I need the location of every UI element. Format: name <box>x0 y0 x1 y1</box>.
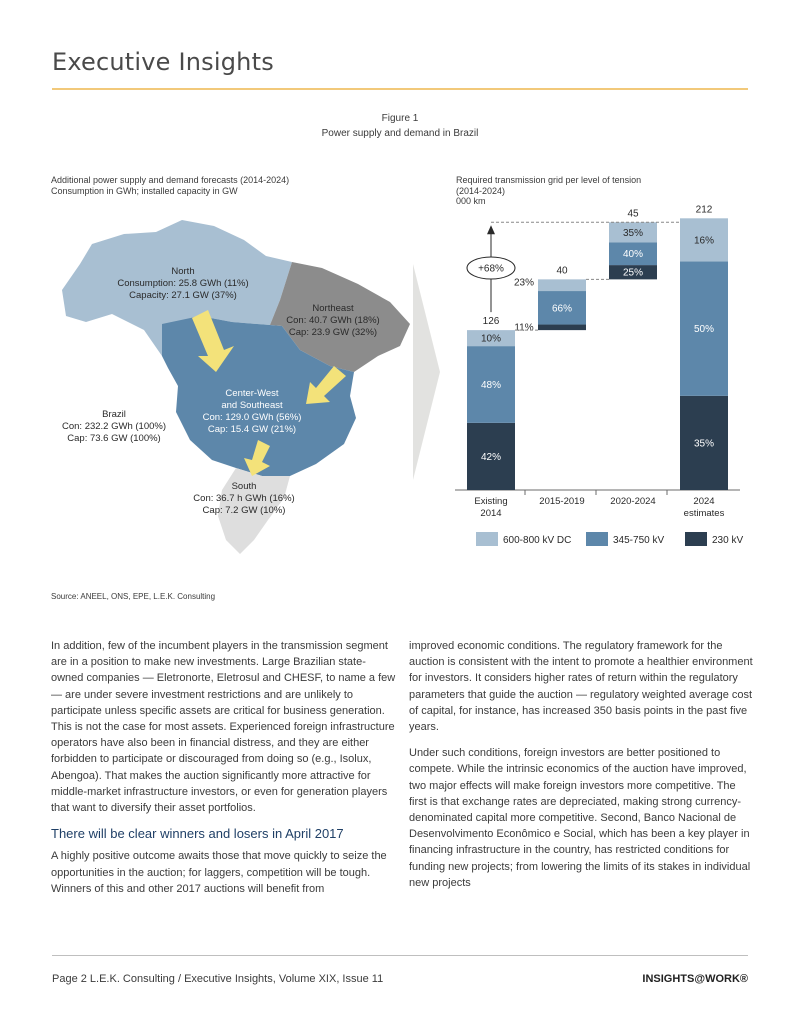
north-consumption: Consumption: 25.8 GWh (11%) <box>117 278 249 289</box>
bar-total-label: 126 <box>482 316 500 328</box>
growth-arrow-head <box>487 225 495 234</box>
bar-total-label: 212 <box>695 204 713 216</box>
category-label: 2014 <box>480 508 502 519</box>
category-label: 2015-2019 <box>539 496 585 507</box>
north-capacity: Capacity: 27.1 GW (37%) <box>129 290 237 301</box>
chart-title-line1: Required transmission grid per level of tension <box>456 175 642 185</box>
brazil-consumption: Con: 232.2 GWh (100%) <box>61 421 167 432</box>
category-label: Existing <box>474 496 508 507</box>
bar-total-label: 45 <box>627 208 639 220</box>
northeast-capacity: Cap: 23.9 GW (32%) <box>288 327 378 338</box>
bar-segment-230-kv <box>538 325 586 331</box>
chart-title-line2: (2014-2024) <box>456 185 506 196</box>
bar-segment-label: 50% <box>693 324 715 336</box>
legend-swatch <box>476 532 498 546</box>
bar-total-label: 40 <box>556 265 568 277</box>
bar-segment-label: 35% <box>693 438 715 450</box>
figure-number: Figure 1 <box>381 113 419 124</box>
footer-page-info: Page 2 L.E.K. Consulting / Executive Insights, Volume XIX, Issue 11 <box>52 973 384 985</box>
bar-segment-label: 11% <box>514 322 534 334</box>
north-label: North <box>171 266 195 277</box>
body-paragraph: Under such conditions, foreign investors are better positioned to compete. While the intrinsic economics of the auction have improved, two major effects will make foreign investors more competitive. The first is that exchange rates are depreciated, making strong currency-denominated capital more competitive. Second, Banco Nacional de Desenvolvimento Econômico e Social, which has been a key player in financing infrastructure in the country, has restricted conditions for funding new projects; from lowering the limits of its stakes in individual new projects <box>409 747 751 889</box>
chart-unit: 000 km <box>456 196 486 206</box>
body-right-column <box>409 638 754 901</box>
bar-segment-label: 16% <box>693 235 715 247</box>
figure-caption: Power supply and demand in Brazil <box>321 128 479 139</box>
body-paragraph: In addition, few of the incumbent players in the transmission segment are in a position to make new investments. Large Brazilian state-owned companies — Eletronorte, Eletrosul and CHESF, to name a few — are under severe investment restrictions and are unlikely to participate unless specific assets are critical for business generation. This is not the case for most assets. Experienced foreign infrastructure operators have also been in financial distress, and they are either forbidden to participate or discouraged from doing so (e.g., Isolux, Abengoa). That makes the auction significantly more attractive for middle-market infrastructure investors, or even for generation players that want to diversify their asset portfolios. <box>51 640 396 815</box>
centerwest-capacity: Cap: 15.4 GW (21%) <box>207 424 297 435</box>
bar-segment-label: 42% <box>480 451 502 463</box>
map-heading-line2: Consumption in GWh; installed capacity in GW <box>51 185 238 196</box>
category-label: estimates <box>683 508 725 519</box>
figure-source: Source: ANEEL, ONS, EPE, L.E.K. Consulting <box>51 592 216 601</box>
centerwest-label-2: and Southeast <box>221 400 283 411</box>
legend-label: 230 kV <box>712 535 744 546</box>
body-left-column <box>51 638 396 907</box>
category-label: 2024 <box>693 496 715 507</box>
legend-swatch <box>586 532 608 546</box>
bar-segment-label: 25% <box>622 267 644 279</box>
bar-segment-label: 66% <box>551 303 573 315</box>
footer-divider <box>52 955 748 956</box>
south-capacity: Cap: 7.2 GW (10%) <box>202 505 286 516</box>
bar-segment-600-800-kv-dc <box>538 279 586 291</box>
bar-segment-label: 40% <box>622 249 644 261</box>
body-paragraph: improved economic conditions. The regulatory framework for the auction is consistent with the intent to promote a healthier environment for investors. It considers higher rates of return within the regulatory parameters that guide the auction — regulatory weighted average cost of capital, for instance, has increased 350 basis points in the past five years. <box>409 640 753 734</box>
brazil-label: Brazil <box>102 409 126 420</box>
centerwest-label: Center-West <box>225 388 279 399</box>
legend-swatch <box>685 532 707 546</box>
legend-label: 600-800 kV DC <box>503 535 572 546</box>
category-label: 2020-2024 <box>610 496 656 507</box>
map-heading-line1: Additional power supply and demand forecasts (2014-2024) <box>51 175 290 185</box>
section-heading: There will be clear winners and losers in April 2017 <box>51 826 344 842</box>
northeast-label: Northeast <box>312 303 354 314</box>
growth-annotation: +68% <box>478 263 504 275</box>
centerwest-consumption: Con: 129.0 GWh (56%) <box>202 412 302 423</box>
bar-segment-label: 48% <box>480 379 502 391</box>
northeast-consumption: Con: 40.7 GWh (18%) <box>286 315 380 326</box>
south-consumption: Con: 36.7 h GWh (16%) <box>193 493 295 504</box>
south-label: South <box>231 481 257 492</box>
brazil-capacity: Cap: 73.6 GW (100%) <box>67 433 161 444</box>
bar-segment-label: 35% <box>622 227 644 239</box>
bar-segment-label: 23% <box>513 277 535 289</box>
legend-label: 345-750 kV <box>613 535 665 546</box>
bar-segment-label: 10% <box>480 333 502 345</box>
page-title: Executive Insights <box>52 48 274 76</box>
footer-brand: INSIGHTS@WORK® <box>642 973 748 985</box>
body-paragraph: A highly positive outcome awaits those that move quickly to seize the opportunities in the auction; for laggers, competition will be tough. Winners of this and other 2017 auctions will benefit from <box>51 850 387 895</box>
